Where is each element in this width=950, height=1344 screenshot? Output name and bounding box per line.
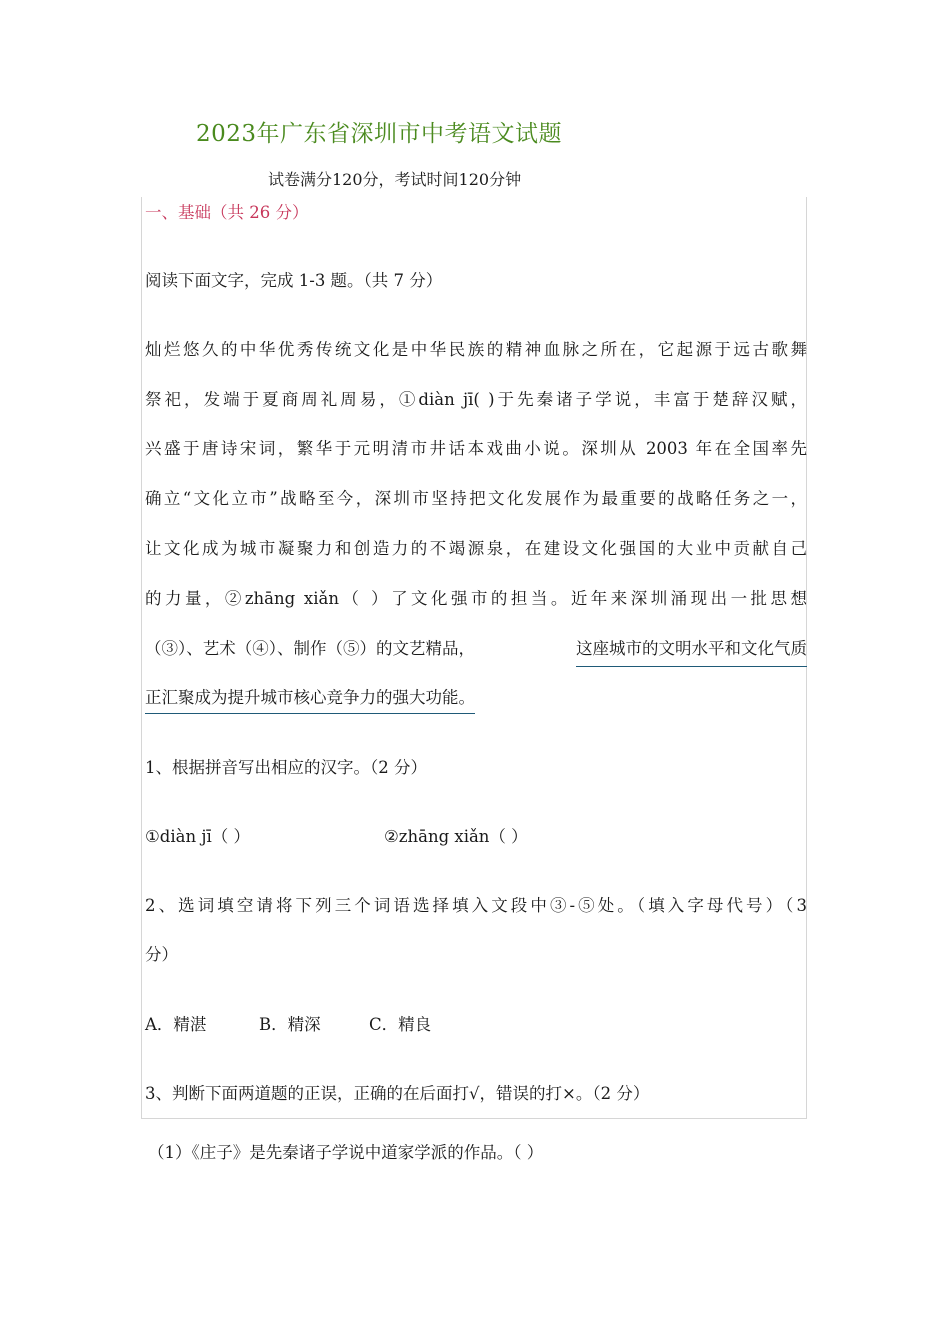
passage-line — [145, 687, 475, 709]
passage-line: 让文化成为城市凝聚力和创造力的不竭源泉，在建设文化强国的大业中贡献自己 — [145, 539, 807, 558]
underlined-sentence: 这座城市的文明水平和文化气质 — [576, 638, 807, 667]
passage-line: 兴盛于唐诗宋词，繁华于元明清市井话本戏曲小说。深圳从 2003 年在全国率先 — [145, 439, 807, 458]
underlined-sentence: 正汇聚成为提升城市核心竞争力的强大功能。 — [145, 688, 475, 714]
q1-answer-blank-2: ②zhāng xiǎn（ ） — [384, 827, 528, 846]
section-heading: 一、基础（共 26 分） — [145, 203, 309, 222]
passage-line: 确立“文化立市”战略至今，深圳市坚持把文化发展作为最重要的战略任务之一， — [145, 489, 807, 508]
q2-option-b: B．精深 — [259, 1015, 321, 1034]
q1-answer-blank-1: ①diàn jī（ ） — [145, 827, 250, 846]
question-2-continuation: 分） — [145, 945, 178, 964]
passage-line: 祭祀，发端于夏商周礼周易，①diàn jī( )于先秦诸子学说，丰富于楚辞汉赋， — [145, 390, 807, 409]
question-2: 2、选词填空请将下列三个词语选择填入文段中③-⑤处。（填入字母代号）（3 — [145, 896, 807, 915]
passage-line: 灿烂悠久的中华优秀传统文化是中华民族的精神血脉之所在，它起源于远古歌舞 — [145, 340, 807, 359]
q2-option-a: A．精湛 — [145, 1015, 207, 1034]
question-3: 3、判断下面两道题的正误，正确的在后面打√，错误的打×。（2 分） — [145, 1084, 650, 1103]
passage-plain-text: （③）、艺术（④）、制作（⑤）的文艺精品， — [145, 639, 475, 658]
q3-item-1: （1）《庄子》是先秦诸子学说中道家学派的作品。（ ） — [148, 1143, 544, 1162]
reading-instruction: 阅读下面文字，完成 1-3 题。（共 7 分） — [145, 271, 443, 290]
passage-line: 的力量，②zhāng xiǎn（ ）了文化强市的担当。近年来深圳涌现出一批思想 — [145, 589, 807, 608]
document-title: 2023年广东省深圳市中考语文试题 — [196, 121, 563, 147]
passage-line — [145, 638, 807, 667]
document-subtitle: 试卷满分120分，考试时间120分钟 — [268, 170, 522, 189]
q2-option-c: C．精良 — [369, 1015, 432, 1034]
question-1: 1、根据拼音写出相应的汉字。（2 分） — [145, 758, 427, 777]
